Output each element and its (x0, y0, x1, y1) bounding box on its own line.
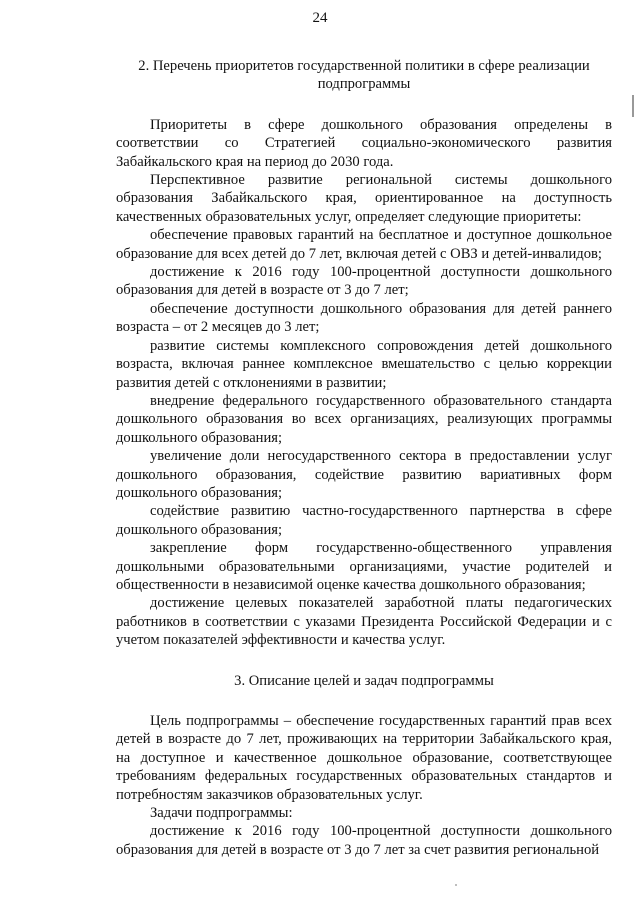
paragraph: Приоритеты в сфере дошкольного образования определены в соответствии со Стратегией социально-экономического развития Забайкальского края на период до 2030 года. (116, 116, 612, 170)
scan-speck (455, 884, 457, 886)
list-item: увеличение доли негосударственного сектора в предоставлении услуг дошкольного образования, содействие развитию вариативных форм дошкольного образования; (116, 448, 612, 501)
section-2-heading (116, 57, 612, 94)
paragraph: Перспективное развитие региональной системы дошкольного образования Забайкальского края, ориентированное на доступность качественных образовательных услуг, определяет следующие приоритеты: (116, 172, 612, 225)
list-item: развитие системы комплексного сопровождения детей дошкольного возраста, включая раннее комплексное вмешательство с целью коррекции развития детей с отклонениями в развитии; (116, 337, 612, 391)
paragraph: Цель подпрограммы – обеспечение государственных гарантий прав всех детей в возрасте до 7 лет, проживающих на территории Забайкальского края, на доступное и качественное дошкольное образование, соответствующее требованиям федеральных государственных образовательных стандартов и потребностям заказчиков образовательных услуг. (116, 713, 612, 803)
list-item: содействие развитию частно-государственного партнерства в сфере дошкольного образования; (116, 503, 612, 538)
list-item: обеспечение доступности дошкольного образования для детей раннего возраста – от 2 месяцев до 3 лет; (116, 300, 612, 336)
page-number: 24 (312, 10, 328, 26)
list-item: закрепление форм государственно-общественного управления дошкольными образовательными организациями, участие родителей и общественности в независимой оценке качества дошкольного образования; (116, 540, 612, 593)
scan-edge-mark (632, 95, 634, 117)
section-3-heading: 3. Описание целей и задач подпрограммы (234, 672, 494, 689)
paragraph: Задачи подпрограммы: (150, 805, 293, 822)
list-item: достижение к 2016 году 100-процентной доступности дошкольного образования для детей в возрасте от 3 до 7 лет за счет развития региональной (116, 823, 612, 858)
section-2-heading-line-1: 2. Перечень приоритетов государственной политики в сфере реализации (138, 58, 590, 74)
section-2-heading-line-2: подпрограммы (317, 76, 411, 93)
list-item: достижение целевых показателей заработной платы педагогических работников в соответствии с указами Президента Российской Федерации и с учетом показателей эффективности и качества услуг. (116, 595, 612, 649)
list-item: обеспечение правовых гарантий на бесплатное и доступное дошкольное образование для всех детей до 7 лет, включая детей с ОВЗ и детей-инвалидов; (116, 227, 612, 262)
list-item: внедрение федерального государственного образовательного стандарта дошкольного образования во всех организациях, реализующих программы дошкольного образования; (116, 392, 612, 446)
document-body (116, 57, 612, 859)
list-item: достижение к 2016 году 100-процентной доступности дошкольного образования для детей в возрасте от 3 до 7 лет; (116, 264, 612, 299)
